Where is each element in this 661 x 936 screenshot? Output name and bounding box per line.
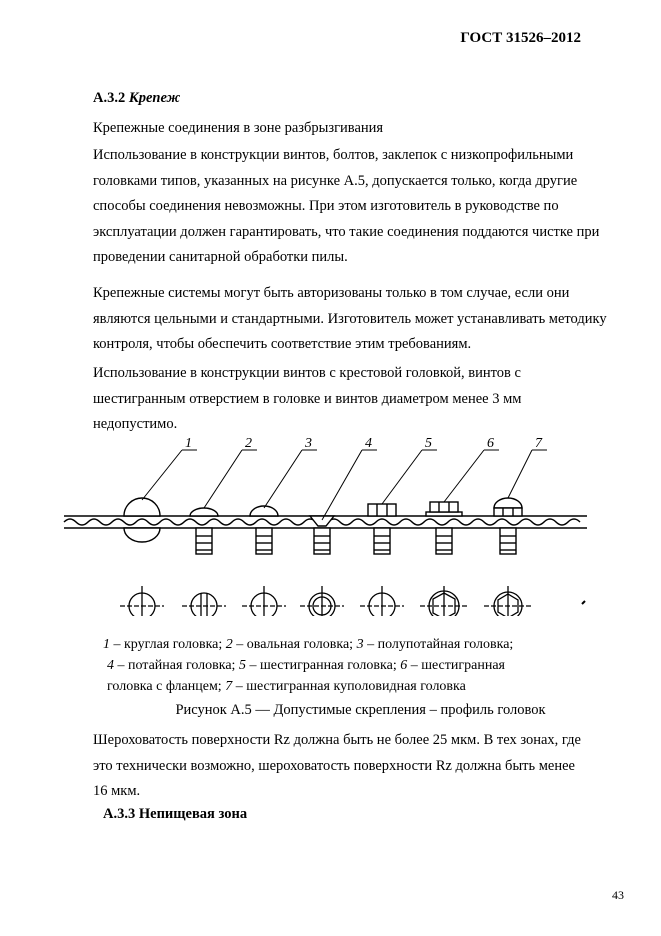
legend-num: 5 — [238, 658, 246, 673]
paragraph-fastening-systems — [93, 281, 621, 358]
legend-num: 7 — [225, 679, 233, 694]
legend-num: 6 — [400, 658, 408, 673]
legend-text: – шестигранная — [407, 658, 505, 673]
paragraph-line: Использование в конструкции винтов, болтов, заклепок с низкопрофильными — [93, 147, 574, 163]
fastener-round-head — [124, 498, 160, 542]
fastener-oval-head — [190, 508, 218, 554]
paragraph-line: эксплуатации должен гарантировать, что такие соединения поддаются чистке при — [93, 223, 600, 240]
subsection-heading — [103, 806, 247, 823]
top-view-2 — [182, 593, 226, 616]
fastener-countersunk-head — [310, 516, 334, 554]
callout-6: 6 — [487, 436, 494, 451]
callout-7: 7 — [535, 436, 542, 451]
page-number: 43 — [612, 888, 624, 902]
figure-caption-text: Рисунок А.5 — Допустимые скрепления – профиль головок — [175, 702, 546, 718]
legend-text: – овальная головка; — [232, 637, 357, 652]
fastener-hex-dome-head — [494, 498, 522, 554]
callout-1: 1 — [185, 436, 192, 451]
top-view-5 — [360, 586, 404, 616]
top-views — [120, 586, 585, 616]
legend-text: – шестигранная куполовидная головка — [232, 679, 466, 694]
figure-legend — [103, 634, 513, 697]
top-view-3 — [242, 586, 286, 616]
paragraph-line: Крепежные соединения в зоне разбрызгивания — [93, 120, 384, 136]
top-view-1 — [120, 586, 164, 616]
legend-num: 4 — [107, 658, 114, 673]
paragraph-line: это технически возможно, шероховатость поверхности Rz должна быть менее — [93, 757, 575, 774]
legend-num: 2 — [225, 637, 233, 652]
legend-text: – круглая головка; — [110, 637, 226, 652]
paragraph-spray-zone — [93, 116, 621, 142]
legend-num: 1 — [103, 637, 110, 652]
callout-4: 4 — [365, 436, 372, 451]
top-view-6 — [420, 586, 468, 616]
legend-text: – шестигранная головка; — [245, 658, 401, 673]
legend-text: головка с фланцем; — [107, 679, 226, 694]
paragraph-line: являются цельными и стандартными. Изготовитель может устанавливать методику — [93, 310, 607, 327]
fastener-head-figure — [62, 436, 597, 616]
paragraph-line: Крепежные системы могут быть авторизованы только в том случае, если они — [93, 285, 570, 301]
paragraph-line: Шероховатость поверхности Rz должна быть не более 25 мкм. В тех зонах, где — [93, 732, 581, 748]
callout-3: 3 — [305, 436, 312, 451]
paragraph-line: Использование в конструкции винтов с крестовой головкой, винтов с — [93, 365, 521, 381]
legend-text: – полупотайная головка; — [363, 637, 514, 652]
legend-text: – потайная головка; — [114, 658, 239, 673]
callout-5: 5 — [425, 436, 432, 451]
paragraph-line: способы соединения невозможны. При этом изготовитель в руководстве по — [93, 198, 559, 214]
top-view-4 — [300, 586, 344, 616]
legend-line-1 — [103, 634, 513, 655]
section-number: А.3.2 — [93, 90, 126, 106]
legend-num: 3 — [356, 637, 364, 652]
paragraph-low-profile-heads — [93, 143, 621, 271]
paragraph-line: головками типов, указанных на рисунке А.5, допускается только, когда другие — [93, 172, 578, 189]
callout-2: 2 — [245, 436, 252, 451]
paragraph-line: 16 мкм. — [93, 783, 141, 799]
stray-mark — [582, 601, 585, 604]
legend-line-2 — [103, 655, 513, 676]
subsection-number: А.3.3 — [103, 806, 136, 822]
section-title: Крепеж — [128, 90, 181, 106]
document-code-header: ГОСТ 31526–2012 — [460, 30, 581, 46]
paragraph-forbidden-screws — [93, 361, 621, 438]
paragraph-line: контроля, чтобы обеспечить соответствие этим требованиям. — [93, 336, 472, 352]
subsection-title: Непищевая зона — [138, 806, 248, 822]
paragraph-line: шестигранным отверстием в головке и винтов диаметром менее 3 мм — [93, 390, 522, 407]
paragraph-line: проведении санитарной обработки пилы. — [93, 249, 348, 265]
section-heading — [93, 90, 180, 107]
fastener-semi-countersunk-head — [250, 506, 278, 554]
fastener-hex-head — [368, 504, 396, 554]
figure-caption — [0, 702, 661, 719]
legend-line-3 — [103, 676, 513, 697]
top-view-7 — [484, 586, 532, 616]
paragraph-roughness — [93, 728, 621, 805]
paragraph-line: недопустимо. — [93, 416, 178, 432]
